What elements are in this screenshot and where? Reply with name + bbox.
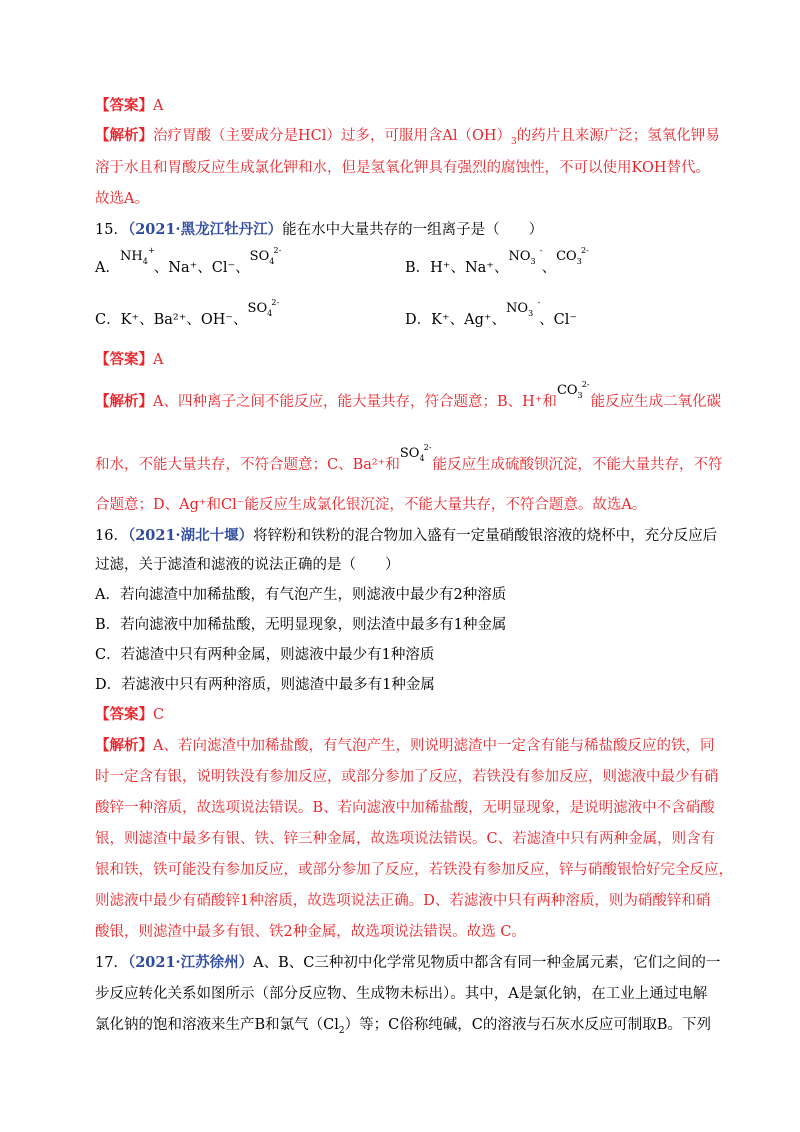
ion-charge: 2- xyxy=(581,380,590,389)
analysis-tag: 【解析】 xyxy=(95,737,153,754)
q16-analysis-line-1 xyxy=(95,736,714,756)
ion-symbol: SO xyxy=(247,301,268,316)
ion-formula xyxy=(399,443,432,469)
q14-analysis-line-3: 故选A。 xyxy=(95,191,149,207)
ion-symbol: SO xyxy=(249,249,270,264)
ion-formula xyxy=(506,298,541,324)
q14-answer-line xyxy=(95,96,163,116)
analysis-text: 的药片且来源广泛；氢氧化钾易 xyxy=(516,128,720,144)
q16-analysis-line-5: 银和铁，铁可能没有参加反应，或部分参加了反应，若铁没有参加反应，锌与硝酸银恰好完全反应， xyxy=(95,862,733,878)
analysis-tag: 【解析】 xyxy=(95,127,153,144)
question-stem: 将锌粉和铁粉的混合物加入盛有一定量硝酸银溶液的烧杯中，充分反应后 xyxy=(253,528,718,544)
ion-subscript: 4 xyxy=(419,454,425,463)
question-stem: A、B、C三种初中化学常见物质中都含有同一种金属元素，它们之间的一 xyxy=(253,955,721,971)
subscript: 3 xyxy=(511,136,517,147)
q16-stem-line-1 xyxy=(95,526,717,546)
analysis-text: A、四种离子之间不能反应，能大量共存，符合题意；B、H⁺和 xyxy=(153,394,557,410)
ion-charge: + xyxy=(148,246,155,255)
question-stem: 能在水中大量共存的一组离子是（ ） xyxy=(282,222,544,238)
q16-analysis-line-4: 银，则滤渣中最多有银、铁、锌三种金属，故选项说法错误。C、若滤渣中只有两种金属，则含有 xyxy=(95,831,716,847)
option-prefix: D．K⁺、Ag⁺、 xyxy=(405,312,507,328)
analysis-text: 治疗胃酸（主要成分是HCl）过多，可服用含Al（OH） xyxy=(153,128,512,144)
q15-analysis-line-3: 合题意；D、Ag⁺和Cl⁻能反应生成氯化银沉淀，不能大量共存，不符合题意。故选A。 xyxy=(95,497,647,513)
question-source: （2021·湖北十堰） xyxy=(127,527,254,544)
ion-charge: - xyxy=(537,298,541,307)
ion-subscript: 4 xyxy=(142,257,148,266)
ion-subscript: 3 xyxy=(528,309,534,318)
q15-analysis-line-2 xyxy=(95,443,723,481)
answer-tag: 【答案】 xyxy=(95,706,153,723)
option-prefix: A． xyxy=(95,260,120,276)
ion-subscript: 4 xyxy=(267,309,273,318)
option-prefix: B．H⁺、Na⁺、 xyxy=(405,260,509,276)
ion-charge: 2- xyxy=(581,246,589,255)
ion-subscript: 4 xyxy=(269,257,275,266)
analysis-text: 和水，不能大量共存，不符合题意；C、Ba²⁺和 xyxy=(95,457,400,473)
ion-formula xyxy=(119,246,155,272)
ion-subscript: 3 xyxy=(530,257,536,266)
ion-formula xyxy=(508,246,543,272)
q16-stem-line-2: 过滤，关于滤渣和滤液的说法正确的是（ ） xyxy=(95,557,400,573)
q16-option-a: A．若向滤渣中加稀盐酸，有气泡产生，则滤液中最少有2种溶质 xyxy=(95,587,507,603)
q17-stem-line-2: 步反应转化关系如图所示（部分反应物、生成物未标出）。其中，A是氯化钠，在工业上通过电解 xyxy=(95,986,708,1002)
question-stem: 氯化钠的饱和溶液来生产B和氯气（Cl xyxy=(95,1017,339,1033)
question-number: 16． xyxy=(95,528,128,544)
subscript: 2 xyxy=(338,1025,345,1036)
ion-formula xyxy=(556,380,590,406)
q16-answer-line xyxy=(95,705,164,725)
q16-analysis-line-7: 酸银，则滤渣中最多有银、铁2种金属，故选项说法错误。故选 C。 xyxy=(95,924,526,940)
q16-option-d: D．若滤液中只有两种溶质，则滤渣中最多有1种金属 xyxy=(95,677,435,693)
ion-charge: 2- xyxy=(423,443,432,452)
analysis-tag: 【解析】 xyxy=(95,393,153,410)
ion-symbol: NO xyxy=(508,249,531,264)
ion-symbol: CO xyxy=(556,383,578,398)
q15-stem xyxy=(95,220,543,240)
q16-option-b: B．若向滤液中加稀盐酸，无明显现象，则法渣中最多有1种金属 xyxy=(95,617,507,633)
ion-charge: 2- xyxy=(273,246,282,255)
option-prefix: C．K⁺、Ba²⁺、OH⁻、 xyxy=(95,312,248,328)
answer-value: A xyxy=(153,352,164,368)
analysis-text: 能反应生成硫酸钡沉淀，不能大量共存，不符 xyxy=(432,457,723,473)
ion-symbol: NH xyxy=(119,249,143,264)
question-source: （2021·江苏徐州） xyxy=(127,954,254,971)
q16-analysis-line-3: 酸锌一种溶质，故选项说法错误。B、若向滤液中加稀盐酸，无明显现象，是说明滤液中不含硝酸 xyxy=(95,800,715,816)
q17-stem-line-1 xyxy=(95,953,720,973)
answer-value: A xyxy=(153,98,164,114)
q16-analysis-line-6: 则滤液中最少有硝酸锌1种溶质，故选项说法正确。D、若滤液中只有两种溶质，则为硝酸锌和硝 xyxy=(95,893,711,909)
q15-option-b xyxy=(405,246,589,284)
ion-charge: - xyxy=(539,246,543,255)
ion-charge: 2- xyxy=(271,298,280,307)
answer-tag: 【答案】 xyxy=(95,351,153,368)
q15-analysis-line-1 xyxy=(95,380,722,418)
question-number: 17． xyxy=(95,955,128,971)
ion-formula xyxy=(249,246,282,272)
ion-formula xyxy=(556,246,589,272)
answer-value: C xyxy=(153,707,165,723)
q14-analysis-line-2: 溶于水且和胃酸反应生成氯化钾和水，但是氢氧化钾具有强烈的腐蚀性，不可以使用KOH替代。 xyxy=(95,160,710,176)
q15-option-d xyxy=(405,298,578,336)
question-source: （2021·黑龙江牡丹江） xyxy=(127,221,283,238)
ion-symbol: SO xyxy=(399,446,420,461)
option-text: 、Na⁺、Cl⁻、 xyxy=(153,260,250,276)
ion-symbol: NO xyxy=(506,301,529,316)
q15-option-c xyxy=(95,298,280,336)
ion-formula xyxy=(247,298,280,324)
question-number: 15． xyxy=(95,222,128,238)
ion-subscript: 3 xyxy=(577,391,583,400)
q16-analysis-line-2: 时一定含有银，说明铁没有参加反应，或部分参加了反应，若铁没有参加反应，则滤液中最少有硝 xyxy=(95,769,719,785)
option-text: 、Cl⁻ xyxy=(539,312,578,328)
q14-analysis-line-1 xyxy=(95,126,720,147)
q17-stem-line-3 xyxy=(95,1015,711,1035)
q16-option-c: C．若滤渣中只有两种金属，则滤液中最少有1种溶质 xyxy=(95,647,435,663)
option-text: 、 xyxy=(541,260,557,276)
analysis-text: 能反应生成二氧化碳 xyxy=(590,394,722,410)
q15-answer-line xyxy=(95,350,163,370)
analysis-text: A、若向滤渣中加稀盐酸，有气泡产生，则说明滤渣中一定含有能与稀盐酸反应的铁，同 xyxy=(153,738,715,754)
ion-symbol: CO xyxy=(556,249,577,264)
answer-tag: 【答案】 xyxy=(95,97,153,114)
ion-subscript: 3 xyxy=(576,257,582,266)
question-stem: ）等；C俗称纯碱，C的溶液与石灰水反应可制取B。下列 xyxy=(344,1017,711,1033)
q15-option-a xyxy=(95,246,282,284)
